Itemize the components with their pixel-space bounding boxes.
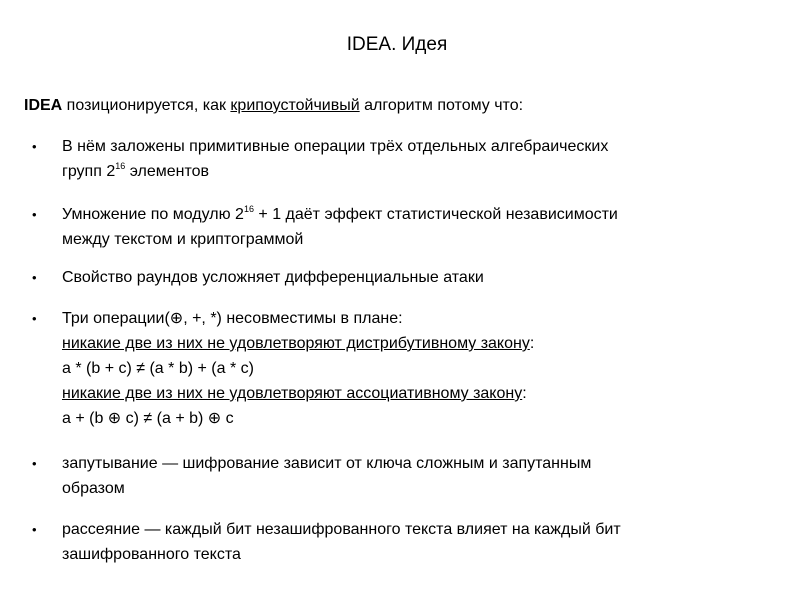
bullet-4-formula-1: a * (b + c) ≠ (a * b) + (a * c) (62, 360, 254, 377)
bullet-5-line-1: запутывание — шифрование зависит от ключа сложным и запутанным (62, 455, 592, 472)
intro-term: IDEA (24, 97, 63, 114)
exponent: 16 (115, 161, 126, 171)
intro-text-1: позиционируется, как (62, 97, 231, 114)
bullet-6-line-2: зашифрованного текста (62, 546, 241, 563)
associative-law-note: никакие две из них не удовлетворяют ассоциативному закону (62, 385, 523, 402)
page-title: IDEA. Идея (346, 34, 448, 55)
bullet-5-line-2: образом (62, 480, 125, 497)
bullet-1-text-end: элементов (125, 163, 210, 180)
bullet-1-line-1: В нём заложены примитивные операции трёх отдельных алгебраических (62, 138, 609, 155)
bullet-icon: • (32, 270, 37, 285)
bullet-icon: • (32, 311, 37, 326)
bullet-icon: • (32, 139, 37, 154)
bullet-3-line-1: Свойство раундов усложняет дифференциальные атаки (62, 269, 484, 286)
bullet-4-line-4 (62, 381, 762, 406)
list-item (32, 517, 762, 567)
list-item (32, 306, 762, 431)
bullet-6-line-1: рассеяние — каждый бит незашифрованного текста влияет на каждый бит (62, 521, 621, 538)
intro-text-2: алгоритм потому что: (359, 97, 524, 114)
bullet-1-text: групп 2 (62, 163, 116, 180)
bullet-2-line-1 (62, 202, 762, 227)
bullet-4-line-1: Три операции(⊕, +, *) несовместимы в плане: (62, 310, 403, 327)
bullet-2-text-end: + 1 даёт эффект статистической независимости (253, 206, 618, 223)
intro-paragraph (24, 97, 523, 115)
colon: : (529, 335, 535, 352)
list-item (32, 265, 762, 290)
list-item (32, 451, 762, 501)
exponent: 16 (243, 204, 254, 214)
bullet-4-line-2 (62, 331, 762, 356)
bullet-2-line-2: между текстом и криптограммой (62, 231, 304, 248)
bullet-icon: • (32, 522, 37, 537)
list-item (32, 202, 762, 252)
colon: : (522, 385, 527, 402)
bullet-1-line-2 (62, 159, 762, 184)
intro-underlined-term: крипоустойчивый (230, 97, 360, 114)
bullet-icon: • (32, 207, 37, 222)
distributive-law-note: никакие две из них не удовлетворяют дистрибутивному закону (62, 335, 530, 352)
bullet-2-text: Умножение по модулю 2 (62, 206, 244, 223)
bullet-icon: • (32, 456, 37, 471)
bullet-4-formula-2: a + (b ⊕ c) ≠ (a + b) ⊕ c (62, 410, 234, 427)
list-item (32, 134, 762, 184)
